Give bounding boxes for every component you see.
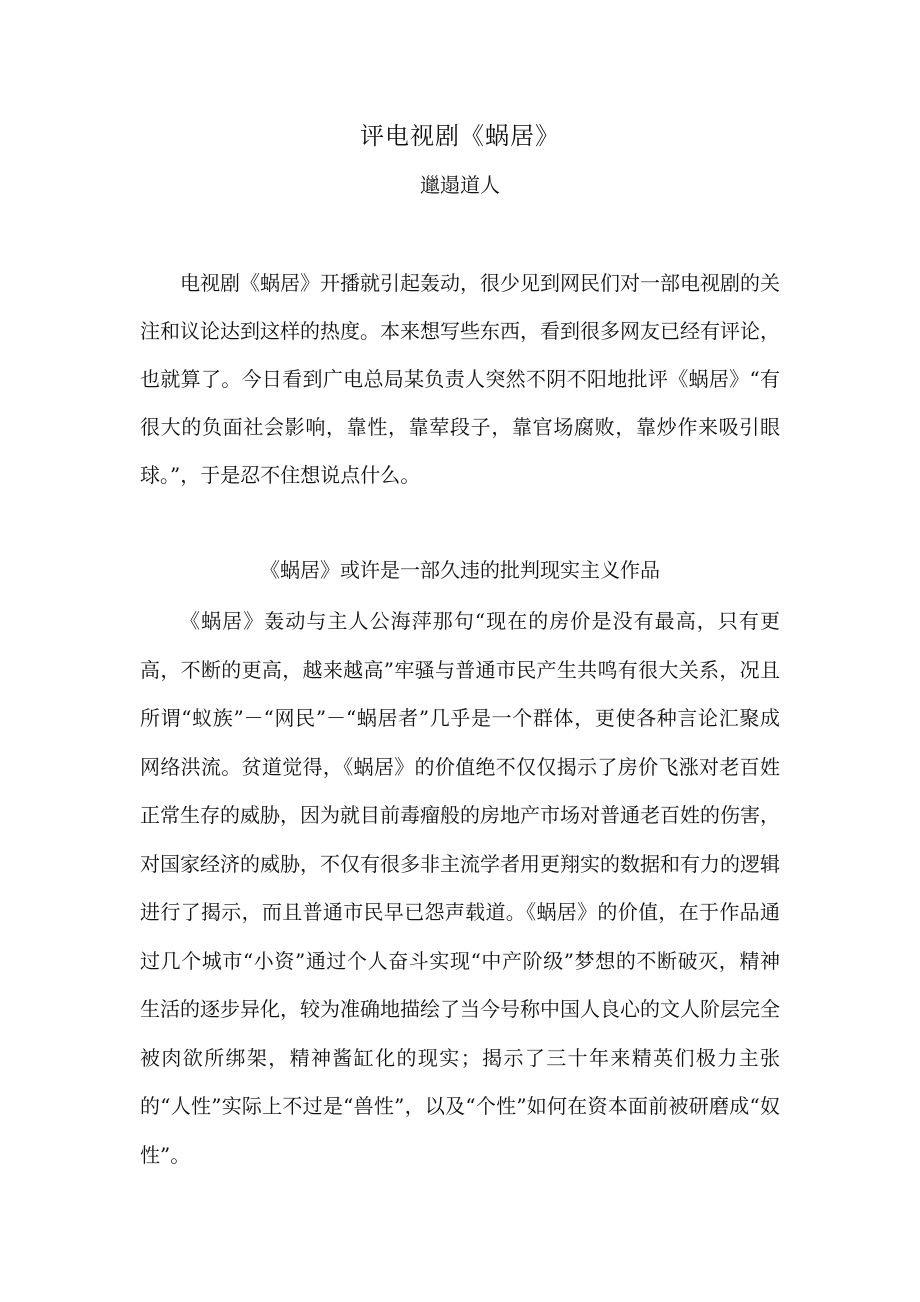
section-heading: 《蜗居》或许是一部久违的批判现实主义作品 [260,558,660,582]
section-paragraph: 《蜗居》轰动与主人公海萍那句“现在的房价是没有最高，只有更高，不断的更高，越来越高”牢骚与普通市民产生共鸣有很大关系，况且所谓“蚁族”－“网民”－“蜗居者”几乎是一个群体，更使各种言论汇聚成网络洪流。贫道觉得，《蜗居》的价值绝不仅仅揭示了房价飞涨对老百姓正常生存的威胁，因为就目前毒瘤般的房地产市场对普通老百姓的伤害，对国家经济的威胁，不仅有很多非主流学者用更翔实的数据和有力的逻辑进行了揭示，而且普通市民早已怨声载道。《蜗居》的价值，在于作品通过几个城市“小资”通过个人奋斗实现“中产阶级”梦想的不断破灭，精神生活的逐步异化，较为准确地描绘了当今号称中国人良心的文人阶层完全被肉欲所绑架，精神酱缸化的现实；揭示了三十年来精英们极力主张的“人性”实际上不过是“兽性”，以及“个性”如何在资本面前被研磨成“奴性”。 [140,609,780,1167]
intro-paragraph: 电视剧《蜗居》开播就引起轰动，很少见到网民们对一部电视剧的关注和议论达到这样的热度。本来想写些东西，看到很多网友已经有评论，也就算了。今日看到广电总局某负责人突然不阴不阳地批评《蜗居》“有很大的负面社会影响，靠性，靠荤段子，靠官场腐败，靠炒作来吸引眼球。”，于是忍不住想说点什么。 [140,271,780,487]
document-author: 邋遢道人 [420,173,500,197]
document-title: 评电视剧《蜗居》 [360,122,560,150]
